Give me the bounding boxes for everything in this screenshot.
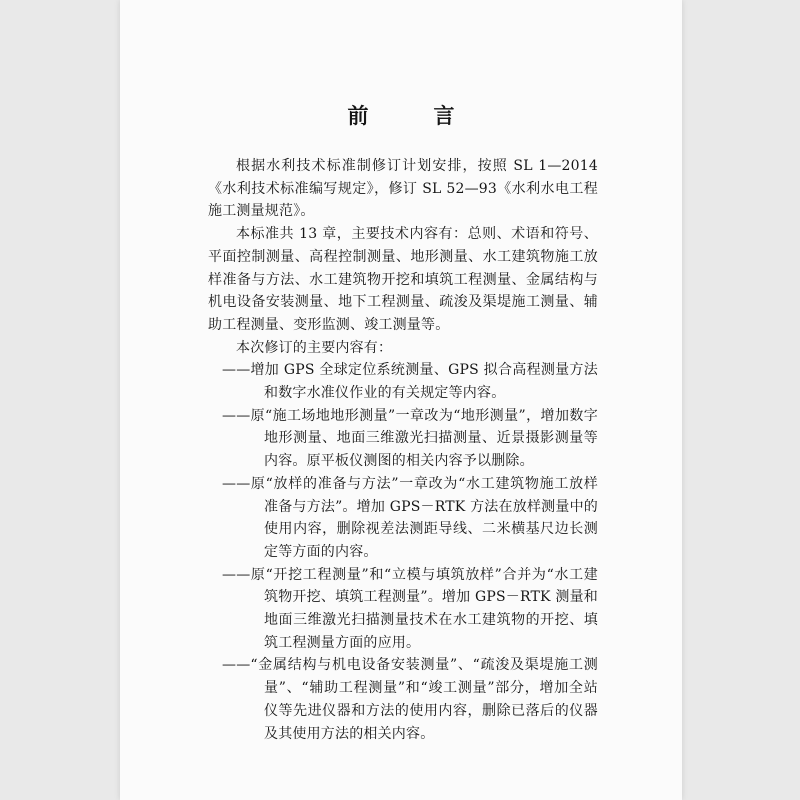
body-text	[208, 155, 598, 745]
revision-item-setting-out: ——原“放样的准备与方法”一章改为“水工建筑物施工放样准备与方法”。增加 GPS－RTK 方法在放样测量中的使用内容，删除视差法测距导线、二米横基尺边长测定等方面的内容。	[222, 475, 598, 560]
document-page	[120, 0, 682, 800]
revision-item-topography: ——原“施工场地地形测量”一章改为“地形测量”，增加数字地形测量、地面三维激光扫描测量、近景摄影测量等内容。原平板仪测图的相关内容予以删除。	[222, 407, 598, 470]
page-title: 前 言	[347, 103, 477, 128]
paragraph-revision-intro: 本次修订的主要内容有：	[236, 339, 393, 356]
revision-item-gps: ——增加 GPS 全球定位系统测量、GPS 拟合高程测量方法和数字水准仪作业的有关规定等内容。	[222, 362, 598, 402]
paragraph-chapters: 本标准共 13 章，主要技术内容有：总则、术语和符号、平面控制测量、高程控制测量、地形测量、水工建筑物施工放样准备与方法、水工建筑物开挖和填筑工程测量、金属结构与机电设备安装测量、地下工程测量、疏浚及渠堤施工测量、辅助工程测量、变形监测、竣工测量等。	[208, 226, 598, 333]
paragraph-basis: 根据水利技术标准制修订计划安排，按照 SL 1—2014《水利技术标准编写规定》，修订 SL 52—93《水利水电工程施工测量规范》。	[208, 158, 598, 220]
revision-item-excavation: ——原“开挖工程测量”和“立模与填筑放样”合并为“水工建筑物开挖、填筑工程测量”。增加 GPS－RTK 测量和地面三维激光扫描测量技术在水工建筑物的开挖、填筑工程测量方面的应用。	[222, 566, 598, 651]
revision-item-installation: ——“金属结构与机电设备安装测量”、“疏浚及渠堤施工测量”、“辅助工程测量”和“竣工测量”部分，增加全站仪等先进仪器和方法的使用内容，删除已落后的仪器及其使用方法的相关内容。	[222, 657, 598, 742]
